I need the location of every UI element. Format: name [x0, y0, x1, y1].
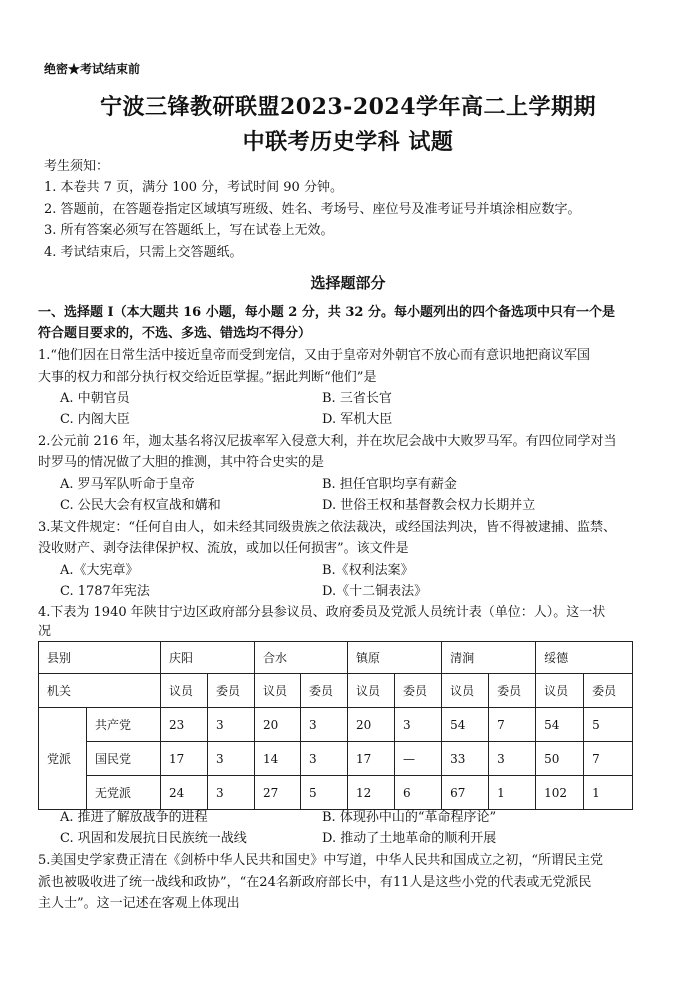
question-5-stem-cont: 主人士”。这一记述在客观上体现出 — [38, 896, 240, 911]
table-row — [39, 708, 633, 742]
table-cell: 17 — [161, 742, 208, 776]
table-cell: 12 — [348, 776, 395, 810]
col-label: 委员 — [301, 674, 348, 708]
table-cell: 14 — [255, 742, 301, 776]
notice-item: 2. 答题前，在答题卷指定区域填写班级、姓名、考场号、座位号及准考证号并填涂相应数字。 — [44, 202, 581, 217]
col-label: 委员 — [489, 674, 536, 708]
col-label: 委员 — [208, 674, 255, 708]
table-cell: 50 — [536, 742, 584, 776]
section-intro-line1: 一、选择题 I（本大题共 16 小题，每小题 2 分，共 32 分。每小题列出的四个备选项中只有一个是 — [38, 305, 615, 320]
county-name: 清涧 — [442, 642, 536, 674]
table-cell: 7 — [584, 742, 633, 776]
q3-option-b: B.《权利法案》 — [322, 563, 414, 578]
section-intro-line2: 符合题目要求的，不选、多选、错选均不得分） — [38, 326, 312, 341]
q4-option-c: C. 巩固和发展抗日民族统一战线 — [60, 831, 247, 846]
question-1-stem-cont: 大事的权力和部分执行权交给近臣掌握。”据此判断“他们”是 — [38, 370, 377, 385]
question-4-stem-cont: 况 — [38, 624, 52, 639]
county-header: 县别 — [39, 642, 161, 674]
q1-option-b: B. 三省长官 — [322, 391, 392, 406]
table-cell: 3 — [301, 708, 348, 742]
notice-heading: 考生须知： — [44, 159, 110, 174]
county-name: 庆阳 — [161, 642, 255, 674]
table-cell: 67 — [442, 776, 489, 810]
table-cell: 54 — [442, 708, 489, 742]
question-5-stem-cont: 派也被吸收进了统一战线和政协”，“在24名新政府部长中，有11人是这些小党的代表或无党派民 — [38, 875, 592, 890]
col-label: 议员 — [536, 674, 584, 708]
table-cell: 3 — [208, 708, 255, 742]
question-5-stem: 5.美国史学家费正清在《剑桥中华人民共和国史》中写道，中华人民共和国成立之初，“所谓民主党 — [38, 853, 604, 868]
notice-item: 3. 所有答案必须写在答题纸上，写在试卷上无效。 — [44, 223, 334, 238]
question-4-stem: 4.下表为 1940 年陕甘宁边区政府部分县参议员、政府委员及党派人员统计表（单位：人）。这一状 — [38, 605, 606, 620]
col-label: 议员 — [255, 674, 301, 708]
notice-item: 1. 本卷共 7 页，满分 100 分，考试时间 90 分钟。 — [44, 180, 343, 195]
county-name: 合水 — [255, 642, 348, 674]
table-cell: 3 — [208, 742, 255, 776]
exam-title-line2: 中联考历史学科 试题 — [242, 129, 454, 155]
q4-option-d: D. 推动了土地革命的顺利开展 — [322, 831, 497, 846]
q1-option-d: D. 军机大臣 — [322, 412, 393, 427]
question-2-stem: 2.公元前 216 年，迦太基名将汉尼拔率军入侵意大利，并在坎尼会战中大败罗马军。有四位同学对当 — [38, 434, 617, 449]
q3-option-c: C. 1787年宪法 — [60, 584, 150, 599]
table-cell: 102 — [536, 776, 584, 810]
q4-option-b: B. 体现孙中山的“革命程序论” — [322, 810, 497, 825]
table-cell: 7 — [489, 708, 536, 742]
q3-option-d: D.《十二铜表法》 — [322, 584, 428, 599]
table-cell: 1 — [489, 776, 536, 810]
q2-option-b: B. 担任官职均享有薪金 — [322, 477, 457, 492]
table-cell: 20 — [255, 708, 301, 742]
table-cell: 1 — [584, 776, 633, 810]
row-label: 无党派 — [87, 776, 161, 810]
table-cell: 6 — [395, 776, 442, 810]
statistics-table — [38, 641, 633, 810]
confidential-mark: 绝密★考试结束前 — [44, 62, 141, 76]
table-cell: — — [395, 742, 442, 776]
section-title: 选择题部分 — [310, 274, 386, 292]
table-cell: 3 — [208, 776, 255, 810]
notice-item: 4. 考试结束后，只需上交答题纸。 — [44, 245, 243, 260]
table-cell: 3 — [301, 742, 348, 776]
col-label: 委员 — [584, 674, 633, 708]
question-3-stem: 3.某文件规定：“任何自由人，如未经其同级贵族之依法裁决，或经国法判决，皆不得被逮捕、监禁、 — [38, 520, 617, 535]
county-name: 镇原 — [348, 642, 442, 674]
row-label: 国民党 — [87, 742, 161, 776]
table-cell: 5 — [301, 776, 348, 810]
q1-option-a: A. 中朝官员 — [60, 391, 130, 406]
county-name: 绥德 — [536, 642, 633, 674]
table-cell: 23 — [161, 708, 208, 742]
table-subheader-row — [39, 674, 633, 708]
table-cell: 33 — [442, 742, 489, 776]
q1-option-c: C. 内阁大臣 — [60, 412, 130, 427]
table-cell: 5 — [584, 708, 633, 742]
q3-option-a: A.《大宪章》 — [60, 563, 139, 578]
q2-option-d: D. 世俗王权和基督教会权力长期并立 — [322, 498, 536, 513]
q2-option-a: A. 罗马军队听命于皇帝 — [60, 477, 195, 492]
col-label: 议员 — [442, 674, 489, 708]
row-label: 共产党 — [87, 708, 161, 742]
col-label: 议员 — [348, 674, 395, 708]
table-cell: 27 — [255, 776, 301, 810]
exam-title-line1: 宁波三锋教研联盟2023-2024学年高二上学期期 — [99, 94, 597, 120]
col-label: 议员 — [161, 674, 208, 708]
table-row — [39, 776, 633, 810]
question-1-stem: 1.“他们因在日常生活中接近皇帝而受到宠信，又由于皇帝对外朝官不放心而有意识地把商议军国 — [38, 348, 591, 363]
table-cell: 17 — [348, 742, 395, 776]
table-cell: 3 — [489, 742, 536, 776]
table-cell: 54 — [536, 708, 584, 742]
question-2-stem-cont: 时罗马的情况做了大胆的推测，其中符合史实的是 — [38, 455, 325, 470]
q4-option-a: A. 推进了解放战争的进程 — [60, 810, 208, 825]
question-3-stem-cont: 没收财产、剥夺法律保护权、流放，或加以任何损害”。该文件是 — [38, 541, 409, 556]
table-cell: 3 — [395, 708, 442, 742]
table-header-row — [39, 642, 633, 674]
col-label: 委员 — [395, 674, 442, 708]
table-cell: 20 — [348, 708, 395, 742]
table-cell: 24 — [161, 776, 208, 810]
org-header: 机关 — [39, 674, 161, 708]
party-header: 党派 — [39, 708, 87, 810]
table-row — [39, 742, 633, 776]
q2-option-c: C. 公民大会有权宣战和媾和 — [60, 498, 221, 513]
